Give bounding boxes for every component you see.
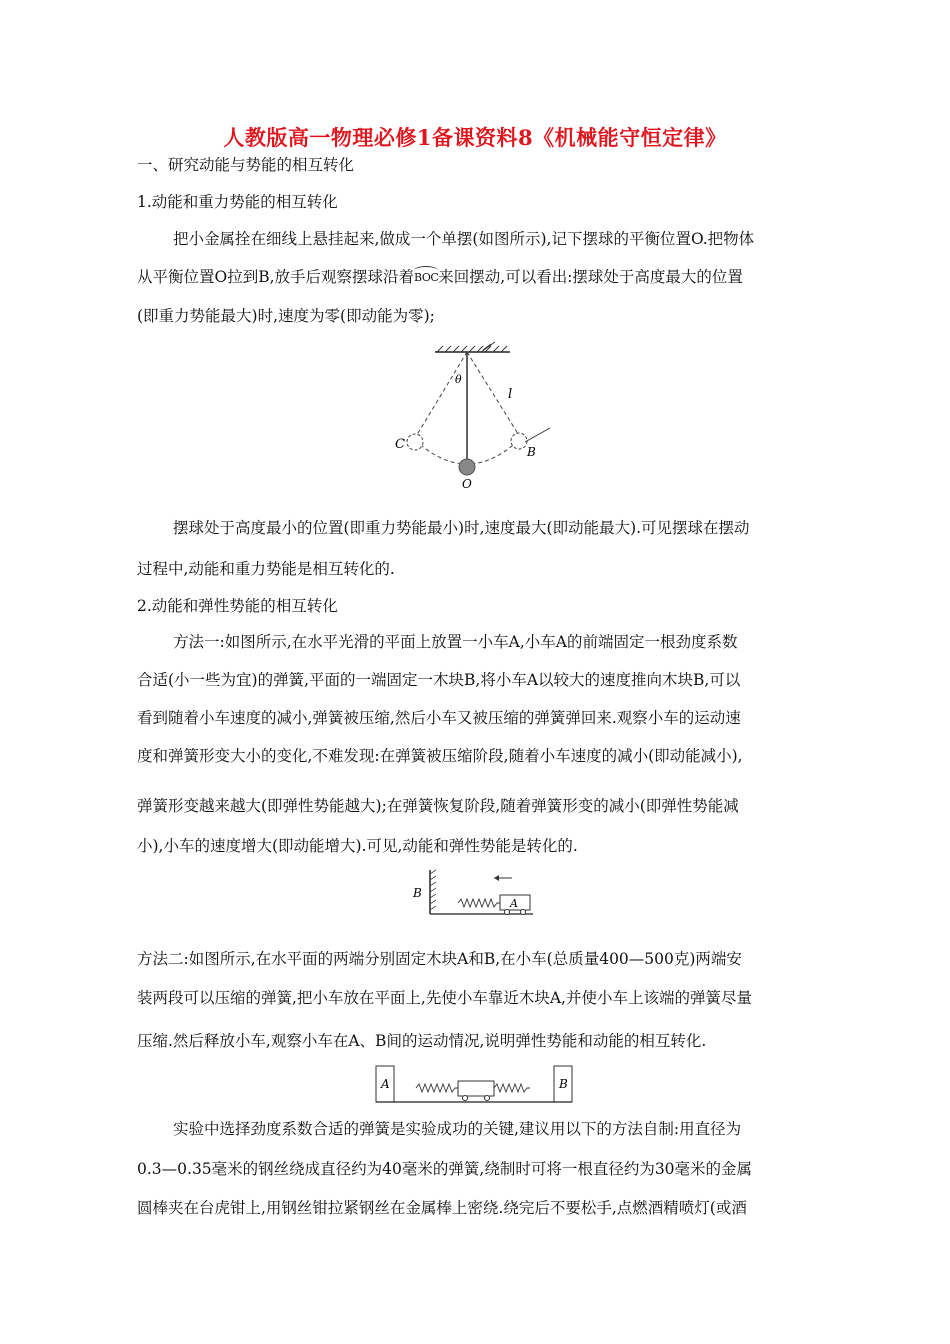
label-b: B [527, 445, 536, 459]
paragraph-line: 摆球处于高度最小的位置(即重力势能最小)时,速度最大(即动能最大).可见摆球在摆动 [173, 519, 750, 537]
label-cart-a: A [510, 897, 518, 910]
spring-cart-figure-2 [372, 1064, 577, 1108]
label-c: C [395, 437, 405, 452]
paragraph-line: 方法一:如图所示,在水平光滑的平面上放置一小车A,小车A的前端固定一根劲度系数 [173, 633, 738, 651]
label-b: B [559, 1077, 568, 1091]
label-wall-b: B [413, 886, 422, 900]
paragraph-line: 度和弹簧形变大小的变化,不难发现:在弹簧被压缩阶段,随着小车速度的减小(即动能减小), [137, 747, 743, 765]
paragraph-line [137, 265, 743, 287]
paragraph-line: 看到随着小车速度的减小,弹簧被压缩,然后小车又被压缩的弹簧弹回来.观察小车的运动速 [137, 709, 741, 727]
cart-wheel [505, 910, 510, 915]
paragraph-line: 压缩.然后释放小车,观察小车在A、B间的运动情况,说明弹性势能和动能的相互转化. [137, 1032, 707, 1050]
paragraph-line: 0.3—0.35毫米的钢丝绕成直径约为40毫米的弹簧,绕制时可将一根直径约为30毫米的金属 [137, 1160, 753, 1178]
ball-position-c [407, 434, 423, 450]
length-marker-bottom [525, 428, 550, 442]
paragraph-text: 来回摆动,可以看出:摆球处于高度最大的位置 [438, 268, 743, 286]
paragraph-line: 过程中,动能和重力势能是相互转化的. [137, 560, 395, 578]
spring [458, 899, 500, 907]
paragraph-line: 合适(小一些为宜)的弹簧,平面的一端固定一木块B,将小车A以较大的速度推向木块B,可以 [137, 671, 741, 689]
paragraph-text: 从平衡位置O拉到B,放手后观察摆球沿着 [137, 268, 415, 286]
velocity-arrow-head [494, 875, 499, 881]
ceiling-hatch [437, 346, 507, 352]
string-left [415, 352, 467, 438]
paragraph-line: 把小金属拴在细线上悬挂起来,做成一个单摆(如图所示),记下摆球的平衡位置O.把物体 [173, 230, 755, 248]
arc-label: BOC [414, 271, 439, 284]
page-title: 人教版高一物理必修1备课资料8《机械能守恒定律》 [223, 125, 727, 150]
length-marker-top [481, 342, 495, 352]
paragraph-line: 实验中选择劲度系数合适的弹簧是实验成功的关键,建议用以下的方法自制:用直径为 [173, 1120, 742, 1138]
ball-position-o [459, 459, 475, 475]
cart-wheel [521, 910, 526, 915]
cart-wheel [485, 1096, 490, 1101]
spring-right [494, 1084, 530, 1092]
paragraph-line: (即重力势能最大)时,速度为零(即动能为零); [137, 307, 435, 325]
cart-wheel [463, 1096, 468, 1101]
label-o: O [462, 477, 472, 491]
spring-left [416, 1084, 458, 1092]
paragraph-line: 装两段可以压缩的弹簧,把小车放在平面上,先使小车靠近木块A,并使小车上该端的弹簧尽量 [137, 989, 752, 1007]
label-length: l [508, 387, 513, 402]
paragraph-line: 弹簧形变越来越大(即弹性势能越大);在弹簧恢复阶段,随着弹簧形变的减小(即弹性势能减 [137, 797, 739, 815]
subsection-heading-1: 1.动能和重力势能的相互转化 [137, 193, 338, 211]
spring-cart-figure-1 [408, 866, 538, 922]
paragraph-line: 圆棒夹在台虎钳上,用钢丝钳拉紧钢丝在金属棒上密绕.绕完后不要松手,点燃酒精喷灯(或酒 [137, 1199, 747, 1217]
section-heading: 一、研究动能与势能的相互转化 [137, 156, 355, 174]
label-a: A [381, 1077, 390, 1091]
pendulum-figure [395, 338, 565, 491]
subsection-heading-2: 2.动能和弹性势能的相互转化 [137, 597, 338, 615]
paragraph-line: 小),小车的速度增大(即动能增大).可见,动能和弹性势能是转化的. [137, 837, 578, 855]
label-theta: θ [455, 373, 462, 386]
wall-hatch [430, 870, 436, 910]
cart-body [458, 1081, 494, 1096]
ball-position-b [511, 433, 527, 449]
paragraph-line: 方法二:如图所示,在水平面的两端分别固定木块A和B,在小车(总质量400—500克)两端安 [137, 950, 742, 968]
